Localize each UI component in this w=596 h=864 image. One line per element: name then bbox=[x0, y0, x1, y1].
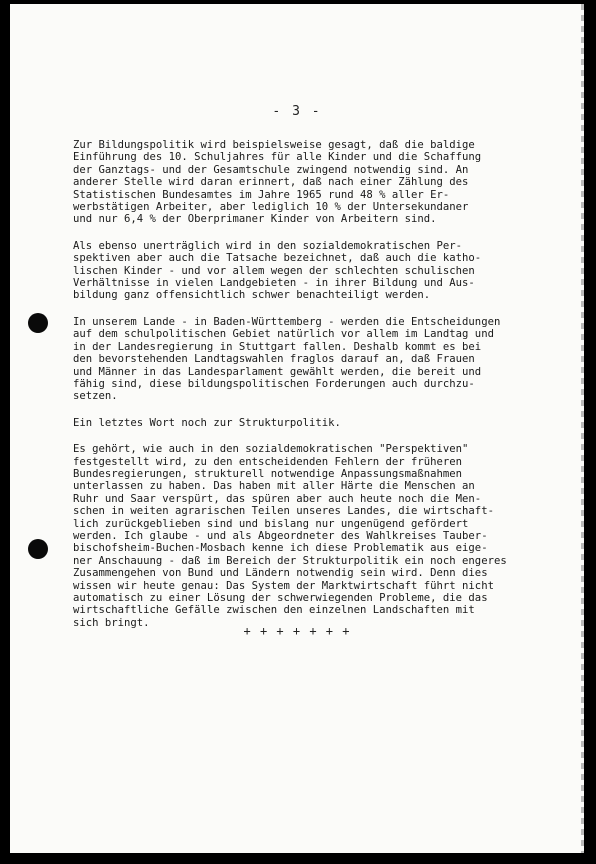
text-line: bischofsheim-Buchen-Mosbach kenne ich diese Problematik aus eige- bbox=[73, 542, 488, 555]
text-line: sich bringt. bbox=[73, 616, 150, 629]
end-separator: + + + + + + + bbox=[243, 624, 351, 638]
text-line: automatisch zu einer Lösung der schwerwiegenden Probleme, die das bbox=[73, 592, 488, 604]
text-line: werden. Ich glaube - und als Abgeordneter des Wahlkreises Tauber- bbox=[73, 529, 488, 542]
text-line: Verhältnisse in vielen Landgebieten - in ihrer Bildung und Aus- bbox=[73, 277, 475, 290]
paragraph bbox=[73, 240, 541, 302]
body-text bbox=[73, 139, 541, 643]
text-line: unterlassen zu haben. Das haben mit aller Härte die Menschen an bbox=[73, 480, 475, 493]
text-line: den bevorstehenden Landtagswahlen fraglos darauf an, daß Frauen bbox=[73, 353, 475, 366]
text-line: anderer Stelle wird daran erinnert, daß nach einer Zählung des bbox=[73, 176, 469, 189]
paragraph bbox=[73, 443, 541, 629]
paragraph bbox=[73, 139, 541, 226]
text-line: Als ebenso unerträglich wird in den sozialdemokratischen Per- bbox=[73, 239, 463, 252]
paragraph bbox=[73, 316, 541, 403]
paragraph bbox=[73, 417, 541, 429]
text-line: wirtschaftliche Gefälle zwischen den einzelnen Landschaften mit bbox=[73, 604, 475, 617]
text-line: Einführung des 10. Schuljahres für alle Kinder und die Schaffung bbox=[73, 151, 482, 164]
text-line: und Männer in das Landesparlament gewählt werden, die bereit und bbox=[73, 365, 482, 378]
text-line: wissen wir heute genau: Das System der Marktwirtschaft führt nicht bbox=[73, 579, 494, 592]
punch-hole-bottom bbox=[28, 539, 48, 559]
text-line: schen in weiten agrarischen Teilen unseres Landes, die wirtschaft- bbox=[73, 505, 494, 518]
text-line: auf dem schulpolitischen Gebiet natürlich vor allem im Landtag und bbox=[73, 328, 494, 341]
text-line: lischen Kinder - und vor allem wegen der schlechten schulischen bbox=[73, 264, 475, 277]
text-line: Ruhr und Saar verspürt, das spüren aber auch heute noch die Men- bbox=[73, 492, 482, 505]
text-line: Bundesregierungen, strukturell notwendige Anpassungsmaßnahmen bbox=[73, 467, 463, 480]
text-line: lich zurückgeblieben sind und bislang nur ungenügend gefördert bbox=[73, 517, 469, 530]
text-line: bildung ganz offensichtlich schwer benachteiligt werden. bbox=[73, 289, 431, 302]
text-line: setzen. bbox=[73, 390, 118, 403]
perforated-edge bbox=[581, 4, 584, 853]
text-line: Es gehört, wie auch in den sozialdemokratischen "Perspektiven" bbox=[73, 443, 469, 456]
text-line: in der Landesregierung in Stuttgart fallen. Deshalb kommt es bei bbox=[73, 340, 482, 353]
text-line: Ein letztes Wort noch zur Strukturpolitik. bbox=[73, 416, 341, 429]
text-line: Zusammengehen von Bund und Ländern notwendig sein wird. Denn dies bbox=[73, 567, 488, 580]
text-line: festgestellt wird, zu den entscheidenden Fehlern der früheren bbox=[73, 455, 463, 468]
punch-hole-top bbox=[28, 313, 48, 333]
text-line: spektiven aber auch die Tatsache bezeichnet, daß auch die katho- bbox=[73, 252, 482, 265]
page-number: - 3 - bbox=[272, 104, 322, 119]
text-line: der Ganztags- und der Gesamtschule zwingend notwendig sind. An bbox=[73, 163, 469, 176]
text-line: werbstätigen Arbeiter, aber lediglich 10 % der Untersekundaner bbox=[73, 201, 469, 214]
text-line: und nur 6,4 % der Oberprimaner Kinder von Arbeitern sind. bbox=[73, 213, 437, 226]
text-line: In unserem Lande - in Baden-Württemberg - werden die Entscheidungen bbox=[73, 315, 501, 328]
document-page bbox=[10, 4, 584, 853]
text-line: Zur Bildungspolitik wird beispielsweise gesagt, daß die baldige bbox=[73, 139, 475, 151]
text-line: fähig sind, diese bildungspolitischen Forderungen auch durchzu- bbox=[73, 377, 475, 390]
text-line: ner Anschauung - daß im Bereich der Strukturpolitik ein noch engeres bbox=[73, 554, 507, 567]
text-line: Statistischen Bundesamtes im Jahre 1965 rund 48 % aller Er- bbox=[73, 188, 450, 201]
